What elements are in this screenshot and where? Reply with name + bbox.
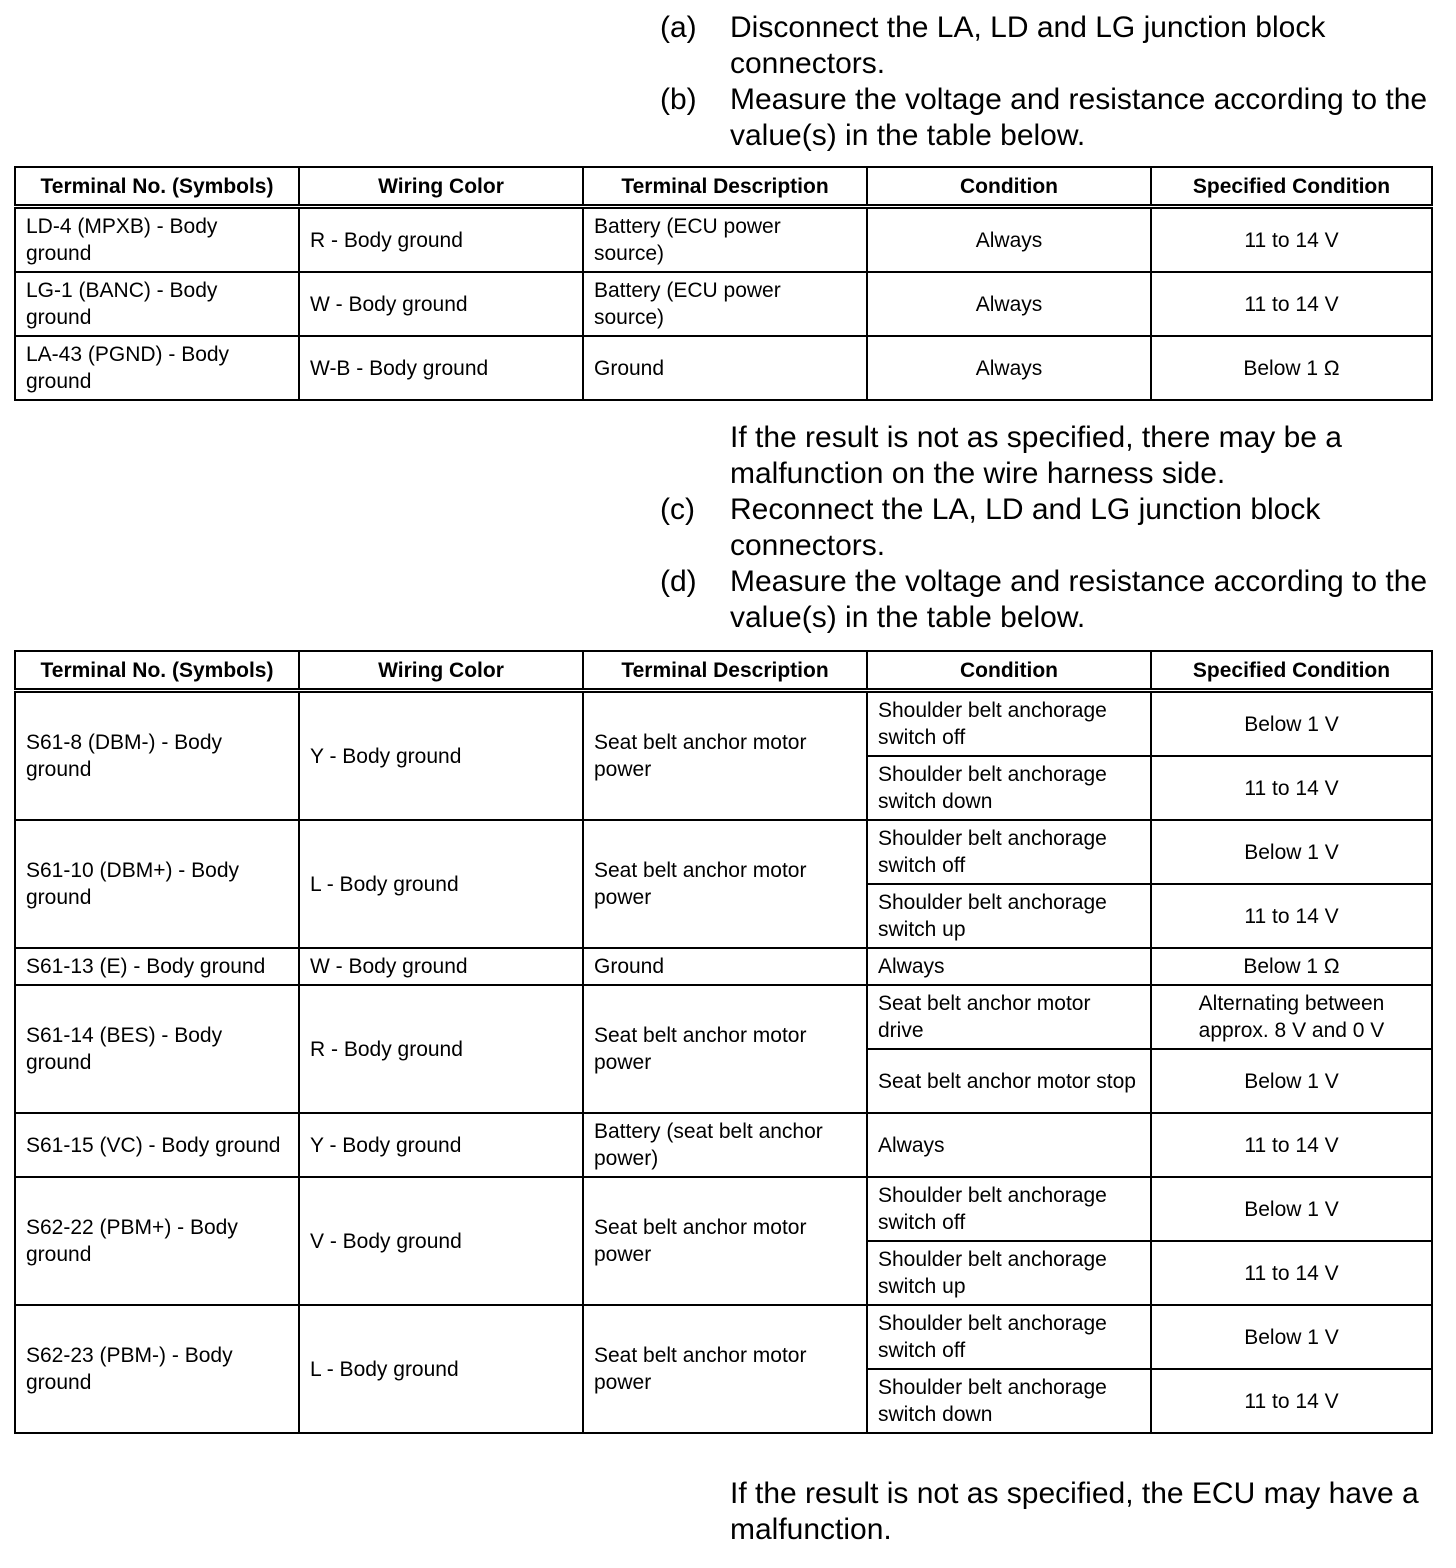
- cell-condition: Shoulder belt anchorage switch off: [867, 1305, 1151, 1369]
- steps-top: [660, 10, 1440, 154]
- cell-terminal: S61-15 (VC) - Body ground: [15, 1113, 299, 1177]
- table-row: [15, 207, 1432, 273]
- cell-description: Battery (ECU power source): [583, 207, 867, 273]
- cell-wiring-color: L - Body ground: [299, 820, 583, 948]
- step-b: [660, 82, 1440, 154]
- step-label: (d): [660, 565, 697, 598]
- step-text: Measure the voltage and resistance according to the value(s) in the table below.: [730, 565, 1428, 634]
- header-condition: Condition: [867, 167, 1151, 207]
- table-row: [15, 1177, 1432, 1241]
- cell-condition: Always: [867, 948, 1151, 985]
- cell-condition: Shoulder belt anchorage switch up: [867, 1241, 1151, 1305]
- cell-condition: Always: [867, 272, 1151, 336]
- cell-terminal: S61-8 (DBM-) - Body ground: [15, 691, 299, 821]
- table-header-row: [15, 651, 1432, 691]
- header-condition: Condition: [867, 651, 1151, 691]
- step-a: [660, 10, 1440, 82]
- cell-specified: Below 1 V: [1151, 691, 1432, 757]
- cell-condition: Shoulder belt anchorage switch off: [867, 691, 1151, 757]
- cell-wiring-color: W - Body ground: [299, 948, 583, 985]
- cell-description: Ground: [583, 948, 867, 985]
- table-row: [15, 948, 1432, 985]
- table-row: [15, 1305, 1432, 1369]
- table-header-row: [15, 167, 1432, 207]
- cell-terminal: S61-10 (DBM+) - Body ground: [15, 820, 299, 948]
- cell-condition: Shoulder belt anchorage switch up: [867, 884, 1151, 948]
- cell-specified: Below 1 Ω: [1151, 948, 1432, 985]
- header-terminal-description: Terminal Description: [583, 167, 867, 207]
- cell-condition: Shoulder belt anchorage switch off: [867, 820, 1151, 884]
- header-specified-condition: Specified Condition: [1151, 651, 1432, 691]
- header-terminal: Terminal No. (Symbols): [15, 651, 299, 691]
- cell-specified: Below 1 V: [1151, 1049, 1432, 1113]
- table-row: [15, 272, 1432, 336]
- cell-condition: Always: [867, 207, 1151, 273]
- header-terminal: Terminal No. (Symbols): [15, 167, 299, 207]
- cell-description: Seat belt anchor motor power: [583, 985, 867, 1113]
- cell-wiring-color: V - Body ground: [299, 1177, 583, 1305]
- cell-wiring-color: Y - Body ground: [299, 691, 583, 821]
- cell-wiring-color: R - Body ground: [299, 985, 583, 1113]
- cell-specified: 11 to 14 V: [1151, 1113, 1432, 1177]
- cell-wiring-color: W-B - Body ground: [299, 336, 583, 400]
- cell-terminal: S61-14 (BES) - Body ground: [15, 985, 299, 1113]
- step-c: [660, 492, 1440, 564]
- cell-description: Ground: [583, 336, 867, 400]
- cell-condition: Seat belt anchor motor stop: [867, 1049, 1151, 1113]
- cell-terminal: S61-13 (E) - Body ground: [15, 948, 299, 985]
- header-wiring-color: Wiring Color: [299, 651, 583, 691]
- cell-description: Seat belt anchor motor power: [583, 820, 867, 948]
- cell-condition: Always: [867, 336, 1151, 400]
- table-row: [15, 820, 1432, 884]
- step-d: [660, 564, 1440, 636]
- step-text: Reconnect the LA, LD and LG junction block connectors.: [730, 493, 1321, 562]
- cell-specified: 11 to 14 V: [1151, 272, 1432, 336]
- cell-specified: Below 1 V: [1151, 820, 1432, 884]
- cell-wiring-color: W - Body ground: [299, 272, 583, 336]
- step-label: (b): [660, 83, 697, 116]
- cell-condition: Seat belt anchor motor drive: [867, 985, 1151, 1049]
- note-ecu: If the result is not as specified, the ECU may have a malfunction.: [730, 1477, 1419, 1546]
- cell-specified: 11 to 14 V: [1151, 1369, 1432, 1433]
- cell-description: Seat belt anchor motor power: [583, 691, 867, 821]
- cell-description: Seat belt anchor motor power: [583, 1177, 867, 1305]
- cell-specified: Below 1 V: [1151, 1177, 1432, 1241]
- cell-specified: 11 to 14 V: [1151, 207, 1432, 273]
- table-seat-belt-ecu: [14, 650, 1433, 1434]
- step-text: Measure the voltage and resistance according to the value(s) in the table below.: [730, 83, 1428, 152]
- cell-condition: Shoulder belt anchorage switch off: [867, 1177, 1151, 1241]
- step-label: (a): [660, 11, 697, 44]
- cell-specified: Alternating between approx. 8 V and 0 V: [1151, 985, 1432, 1049]
- cell-terminal: S62-22 (PBM+) - Body ground: [15, 1177, 299, 1305]
- table-junction-block: [14, 166, 1433, 401]
- cell-terminal: LA-43 (PGND) - Body ground: [15, 336, 299, 400]
- table-row: [15, 1113, 1432, 1177]
- steps-mid: [660, 492, 1440, 636]
- cell-description: Battery (ECU power source): [583, 272, 867, 336]
- table-row: [15, 691, 1432, 757]
- cell-terminal: LD-4 (MPXB) - Body ground: [15, 207, 299, 273]
- cell-description: Battery (seat belt anchor power): [583, 1113, 867, 1177]
- table-row: [15, 336, 1432, 400]
- table-row: [15, 985, 1432, 1049]
- cell-terminal: S62-23 (PBM-) - Body ground: [15, 1305, 299, 1433]
- header-wiring-color: Wiring Color: [299, 167, 583, 207]
- cell-wiring-color: L - Body ground: [299, 1305, 583, 1433]
- cell-condition: Shoulder belt anchorage switch down: [867, 756, 1151, 820]
- cell-specified: 11 to 14 V: [1151, 884, 1432, 948]
- note-harness: If the result is not as specified, there may be a malfunction on the wire harness side.: [730, 421, 1342, 490]
- cell-condition: Shoulder belt anchorage switch down: [867, 1369, 1151, 1433]
- cell-specified: Below 1 Ω: [1151, 336, 1432, 400]
- step-text: Disconnect the LA, LD and LG junction block connectors.: [730, 11, 1326, 80]
- cell-wiring-color: R - Body ground: [299, 207, 583, 273]
- cell-description: Seat belt anchor motor power: [583, 1305, 867, 1433]
- cell-condition: Always: [867, 1113, 1151, 1177]
- cell-terminal: LG-1 (BANC) - Body ground: [15, 272, 299, 336]
- step-label: (c): [660, 493, 695, 526]
- cell-specified: 11 to 14 V: [1151, 1241, 1432, 1305]
- cell-specified: 11 to 14 V: [1151, 756, 1432, 820]
- header-specified-condition: Specified Condition: [1151, 167, 1432, 207]
- cell-wiring-color: Y - Body ground: [299, 1113, 583, 1177]
- header-terminal-description: Terminal Description: [583, 651, 867, 691]
- cell-specified: Below 1 V: [1151, 1305, 1432, 1369]
